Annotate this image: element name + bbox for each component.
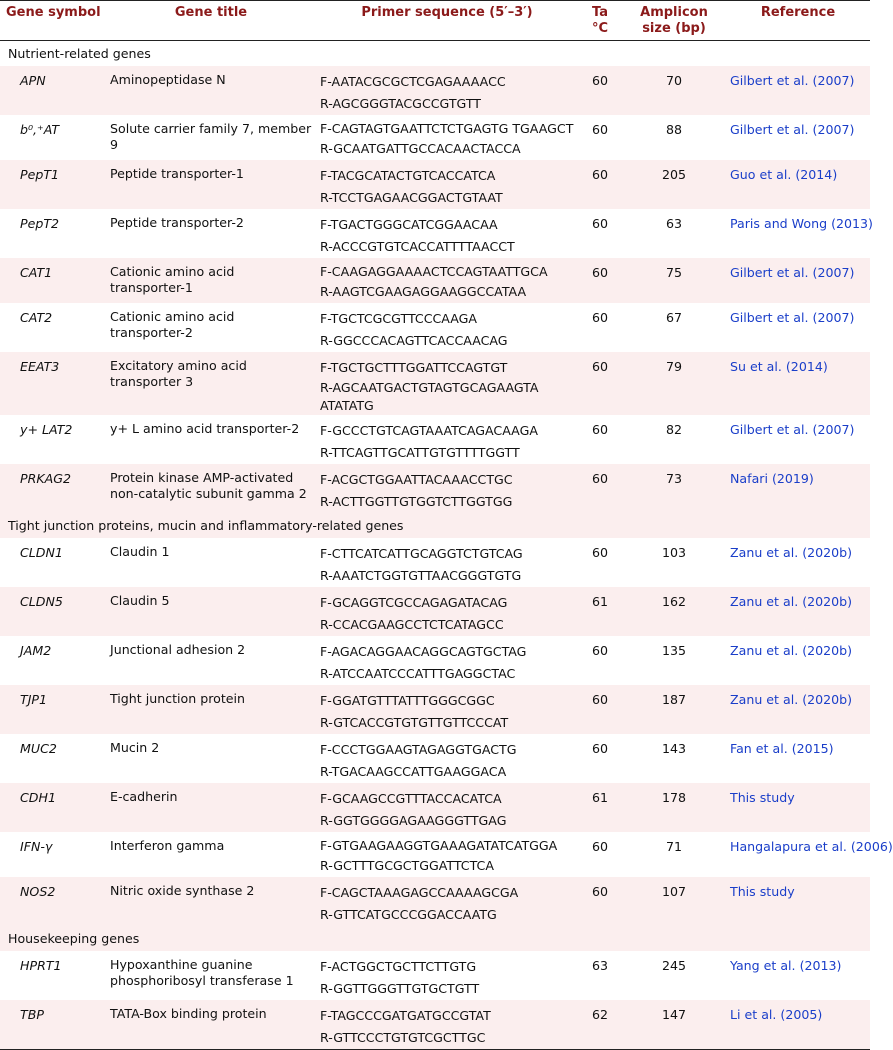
forward-primer: F-TGACTGGGCATCGGAACAA bbox=[320, 217, 498, 232]
annealing-temp: 60 bbox=[591, 839, 609, 854]
table-row bbox=[0, 415, 870, 464]
gene-symbol: y+ LAT2 bbox=[20, 422, 73, 437]
amplicon-size: 107 bbox=[622, 877, 726, 926]
reverse-primer: R-GTCACCGTGTGTTGTTCCCAT bbox=[320, 715, 509, 730]
amplicon-size: 63 bbox=[665, 216, 683, 231]
primer-sequence bbox=[316, 538, 578, 587]
reference-link[interactable]: Gilbert et al. (2007) bbox=[730, 122, 855, 137]
gene-symbol: CDH1 bbox=[0, 783, 106, 832]
forward-primer: F-TGCTGCTTTGGATTCCAGTGT bbox=[320, 360, 508, 375]
gene-title: Interferon gamma bbox=[110, 838, 225, 853]
reference-link[interactable]: Zanu et al. (2020b) bbox=[726, 685, 870, 734]
reverse-primer: R-AGCAATGACTGTAGTGCAGAAGTA ATATATG bbox=[320, 380, 539, 413]
table-row bbox=[0, 783, 870, 832]
reverse-primer: R-GTTCCCTGTGTCGCTTGC bbox=[320, 1030, 486, 1045]
gene-title: Claudin 5 bbox=[106, 587, 316, 636]
forward-primer: F-AATACGCGCTCGAGAAAACC bbox=[320, 74, 506, 89]
amplicon-size: 88 bbox=[665, 122, 683, 137]
reference-link[interactable]: Gilbert et al. (2007) bbox=[726, 66, 870, 115]
table-row bbox=[0, 636, 870, 685]
forward-primer: F-CTTCATCATTGCAGGTCTGTCAG bbox=[320, 546, 523, 561]
reference-link[interactable]: Zanu et al. (2020b) bbox=[726, 587, 870, 636]
gene-title: Claudin 1 bbox=[110, 544, 170, 559]
gene-symbol: PepT2 bbox=[20, 216, 60, 231]
header-primer-sequence: Primer sequence (5′–3′) bbox=[361, 5, 533, 20]
gene-symbol: CAT2 bbox=[20, 310, 53, 325]
forward-primer: F-AGACAGGAACAGGCAGTGCTAG bbox=[320, 644, 527, 659]
gene-symbol: NOS2 bbox=[0, 877, 106, 926]
reference-link[interactable]: Nafari (2019) bbox=[726, 464, 870, 513]
reference-link[interactable]: Li et al. (2005) bbox=[726, 1000, 870, 1050]
primer-sequence bbox=[316, 415, 578, 464]
amplicon-size: 135 bbox=[661, 643, 687, 658]
forward-primer: F-GGATGTTTATTTGGGCGGC bbox=[320, 693, 495, 708]
gene-title: Peptide transporter-2 bbox=[110, 215, 244, 230]
table-row bbox=[0, 115, 870, 160]
table-row bbox=[0, 1000, 870, 1050]
forward-primer: F-TACGCATACTGTCACCATCA bbox=[320, 168, 496, 183]
forward-primer: F-GCCCTGTCAGTAAATCAGACAAGA bbox=[320, 423, 538, 438]
section-title: Tight junction proteins, mucin and inflammatory-related genes bbox=[0, 513, 870, 538]
annealing-temp: 60 bbox=[591, 310, 609, 325]
reverse-primer: R-GCTTTGCGCTGGATTCTCA bbox=[320, 858, 494, 873]
table-row bbox=[0, 303, 870, 352]
section-title: Housekeeping genes bbox=[0, 926, 870, 951]
gene-title: Junctional adhesion 2 bbox=[110, 642, 246, 657]
reference-link[interactable]: Zanu et al. (2020b) bbox=[730, 643, 853, 658]
table-row bbox=[0, 209, 870, 258]
gene-symbol: IFN-γ bbox=[20, 839, 53, 854]
gene-symbol: HPRT1 bbox=[20, 958, 62, 973]
forward-primer: F-ACTGGCTGCTTCTTGTG bbox=[320, 959, 477, 974]
amplicon-size: 187 bbox=[622, 685, 726, 734]
gene-symbol: PepT1 bbox=[0, 160, 106, 209]
reverse-primer: R-GGTTGGGTTGTGCTGTT bbox=[320, 981, 480, 996]
forward-primer: F-CAAGAGGAAAACTCCAGTAATTGCA bbox=[320, 264, 548, 279]
amplicon-size: 71 bbox=[665, 839, 683, 854]
section-header bbox=[0, 926, 870, 951]
reverse-primer: R-GTTCATGCCCGGACCAATG bbox=[320, 907, 497, 922]
header-reference: Reference bbox=[760, 5, 836, 20]
amplicon-size: 143 bbox=[661, 741, 687, 756]
table-row bbox=[0, 464, 870, 513]
forward-primer: F-GCAAGCCGTTTACCACATCA bbox=[320, 791, 502, 806]
primer-sequence bbox=[316, 832, 578, 877]
primer-sequence bbox=[316, 258, 578, 303]
gene-title: y+ L amino acid transporter-2 bbox=[110, 421, 300, 436]
primer-sequence bbox=[316, 734, 578, 783]
table-row bbox=[0, 734, 870, 783]
primer-sequence bbox=[316, 636, 578, 685]
amplicon-size: 73 bbox=[622, 464, 726, 513]
primer-sequence bbox=[316, 115, 578, 160]
gene-symbol: MUC2 bbox=[20, 741, 57, 756]
reverse-primer: R-GGTGGGGAGAAGGGTTGAG bbox=[320, 813, 507, 828]
annealing-temp: 60 bbox=[591, 422, 609, 437]
table-row bbox=[0, 352, 870, 415]
gene-title: Excitatory amino acid transporter 3 bbox=[106, 352, 316, 415]
gene-title: Peptide transporter-1 bbox=[106, 160, 316, 209]
header-gene-title: Gene title bbox=[174, 5, 248, 20]
reference-link[interactable]: Gilbert et al. (2007) bbox=[730, 310, 855, 325]
amplicon-size: 178 bbox=[622, 783, 726, 832]
reverse-primer: R-AAGTCGAAGAGGAAGGCCATAA bbox=[320, 284, 527, 299]
section-header bbox=[0, 41, 870, 67]
gene-symbol: CAT1 bbox=[0, 258, 106, 303]
primer-sequence bbox=[316, 951, 578, 1000]
reference-link[interactable]: Paris and Wong (2013) bbox=[730, 216, 873, 231]
gene-symbol: CLDN1 bbox=[20, 545, 63, 560]
gene-symbol: EEAT3 bbox=[0, 352, 106, 415]
amplicon-size: 82 bbox=[665, 422, 683, 437]
annealing-temp: 60 bbox=[591, 741, 609, 756]
table-row bbox=[0, 160, 870, 209]
reverse-primer: R-ATCCAATCCCATTTGAGGCTAC bbox=[320, 666, 516, 681]
annealing-temp: 60 bbox=[591, 122, 609, 137]
reverse-primer: R-ACCCGTGTCACCATTTTAACCT bbox=[320, 239, 515, 254]
reference-link[interactable]: Su et al. (2014) bbox=[726, 352, 870, 415]
table-row bbox=[0, 877, 870, 926]
primer-sequence bbox=[316, 209, 578, 258]
forward-primer: F-CCCTGGAAGTAGAGGTGACTG bbox=[320, 742, 517, 757]
gene-symbol: APN bbox=[0, 66, 106, 115]
amplicon-size: 67 bbox=[665, 310, 683, 325]
primer-sequence bbox=[316, 303, 578, 352]
primer-sequence bbox=[316, 160, 578, 209]
gene-title: Aminopeptidase N bbox=[106, 66, 316, 115]
header-gene-symbol: Gene symbol bbox=[6, 5, 101, 20]
header-ta: Ta °C bbox=[591, 5, 609, 36]
amplicon-size: 70 bbox=[622, 66, 726, 115]
reverse-primer: R-GCAATGATTGCCACAACTACCA bbox=[320, 141, 521, 156]
gene-title: E-cadherin bbox=[106, 783, 316, 832]
gene-title: Cationic amino acid transporter-2 bbox=[110, 309, 235, 340]
annealing-temp: 63 bbox=[591, 958, 609, 973]
annealing-temp: 60 bbox=[578, 66, 622, 115]
reference-link[interactable]: Zanu et al. (2020b) bbox=[730, 545, 853, 560]
annealing-temp: 60 bbox=[578, 258, 622, 303]
amplicon-size: 103 bbox=[661, 545, 687, 560]
table-row bbox=[0, 538, 870, 587]
reverse-primer: R-GGCCCACAGTTCACCAACAG bbox=[320, 333, 508, 348]
reference-link[interactable]: Gilbert et al. (2007) bbox=[730, 422, 855, 437]
section-header bbox=[0, 513, 870, 538]
annealing-temp: 60 bbox=[578, 352, 622, 415]
table-row bbox=[0, 832, 870, 877]
amplicon-size: 205 bbox=[622, 160, 726, 209]
gene-title: Hypoxanthine guanine phosphoribosyl transferase 1 bbox=[110, 957, 294, 988]
reference-link[interactable]: This study bbox=[726, 877, 870, 926]
gene-symbol: PRKAG2 bbox=[0, 464, 106, 513]
reference-link[interactable]: Yang et al. (2013) bbox=[730, 958, 842, 973]
annealing-temp: 60 bbox=[578, 685, 622, 734]
amplicon-size: 162 bbox=[622, 587, 726, 636]
gene-title: Tight junction protein bbox=[106, 685, 316, 734]
gene-title: TATA-Box binding protein bbox=[106, 1000, 316, 1050]
annealing-temp: 62 bbox=[578, 1000, 622, 1050]
reference-link[interactable]: Guo et al. (2014) bbox=[726, 160, 870, 209]
annealing-temp: 60 bbox=[578, 464, 622, 513]
header-row bbox=[0, 1, 870, 41]
gene-symbol: JAM2 bbox=[20, 643, 52, 658]
annealing-temp: 60 bbox=[578, 877, 622, 926]
table-row bbox=[0, 587, 870, 636]
reference-link[interactable]: Hangalapura et al. (2006) bbox=[730, 839, 893, 854]
section-title: Nutrient-related genes bbox=[8, 46, 151, 61]
reference-link[interactable]: Fan et al. (2015) bbox=[730, 741, 834, 756]
primer-sequence bbox=[316, 783, 578, 832]
gene-title: Solute carrier family 7, member 9 bbox=[110, 121, 312, 152]
gene-title: Protein kinase AMP-activated non-catalytic subunit gamma 2 bbox=[106, 464, 316, 513]
forward-primer: F-CAGCTAAAGAGCCAAAAGCGA bbox=[320, 885, 519, 900]
header-amplicon-size: Amplicon size (bp) bbox=[640, 5, 708, 36]
annealing-temp: 61 bbox=[578, 587, 622, 636]
reverse-primer: R-AAATCTGGTGTTAACGGGTGTG bbox=[320, 568, 522, 583]
reverse-primer: R-AGCGGGTACGCCGTGTT bbox=[320, 96, 482, 111]
primer-sequence bbox=[316, 685, 578, 734]
gene-symbol: CLDN5 bbox=[0, 587, 106, 636]
forward-primer: F-GTGAAGAAGGTGAAAGATATCATGGA bbox=[320, 838, 558, 853]
primer-sequence bbox=[316, 587, 578, 636]
table-row bbox=[0, 951, 870, 1000]
forward-primer: F-TAGCCCGATGATGCCGTAT bbox=[320, 1008, 491, 1023]
gene-title: Cationic amino acid transporter-1 bbox=[106, 258, 316, 303]
reference-link[interactable]: Gilbert et al. (2007) bbox=[726, 258, 870, 303]
gene-title: Mucin 2 bbox=[110, 740, 160, 755]
gene-symbol: TBP bbox=[0, 1000, 106, 1050]
reverse-primer: R-TTCAGTTGCATTGTGTTTTGGTT bbox=[320, 445, 520, 460]
annealing-temp: 60 bbox=[591, 216, 609, 231]
forward-primer: F-GCAGGTCGCCAGAGATACAG bbox=[320, 595, 508, 610]
reverse-primer: R-ACTTGGTTGTGGTCTTGGTGG bbox=[320, 494, 513, 509]
gene-symbol: TJP1 bbox=[0, 685, 106, 734]
gene-symbol: b⁰,⁺AT bbox=[20, 122, 60, 137]
reference-link[interactable]: This study bbox=[726, 783, 870, 832]
table-row bbox=[0, 685, 870, 734]
annealing-temp: 60 bbox=[591, 545, 609, 560]
reverse-primer: R-TCCTGAGAACGGACTGTAAT bbox=[320, 190, 503, 205]
primer-sequence bbox=[316, 464, 578, 513]
annealing-temp: 61 bbox=[578, 783, 622, 832]
amplicon-size: 75 bbox=[622, 258, 726, 303]
primer-sequence bbox=[316, 877, 578, 926]
reverse-primer: R-TGACAAGCCATTGAAGGACA bbox=[320, 764, 507, 779]
forward-primer: F-CAGTAGTGAATTCTCTGAGTG TGAAGCT bbox=[320, 121, 574, 136]
gene-title: Nitric oxide synthase 2 bbox=[106, 877, 316, 926]
amplicon-size: 79 bbox=[622, 352, 726, 415]
table-row bbox=[0, 258, 870, 303]
forward-primer: F-TGCTCGCGTTCCCAAGA bbox=[320, 311, 478, 326]
primer-sequence bbox=[316, 352, 578, 415]
annealing-temp: 60 bbox=[578, 160, 622, 209]
amplicon-size: 245 bbox=[661, 958, 687, 973]
amplicon-size: 147 bbox=[622, 1000, 726, 1050]
forward-primer: F-ACGCTGGAATTACAAACCTGC bbox=[320, 472, 513, 487]
annealing-temp: 60 bbox=[591, 643, 609, 658]
primer-sequence bbox=[316, 66, 578, 115]
reverse-primer: R-CCACGAAGCCTCTCATAGCC bbox=[320, 617, 504, 632]
table-row bbox=[0, 66, 870, 115]
primer-sequence bbox=[316, 1000, 578, 1050]
